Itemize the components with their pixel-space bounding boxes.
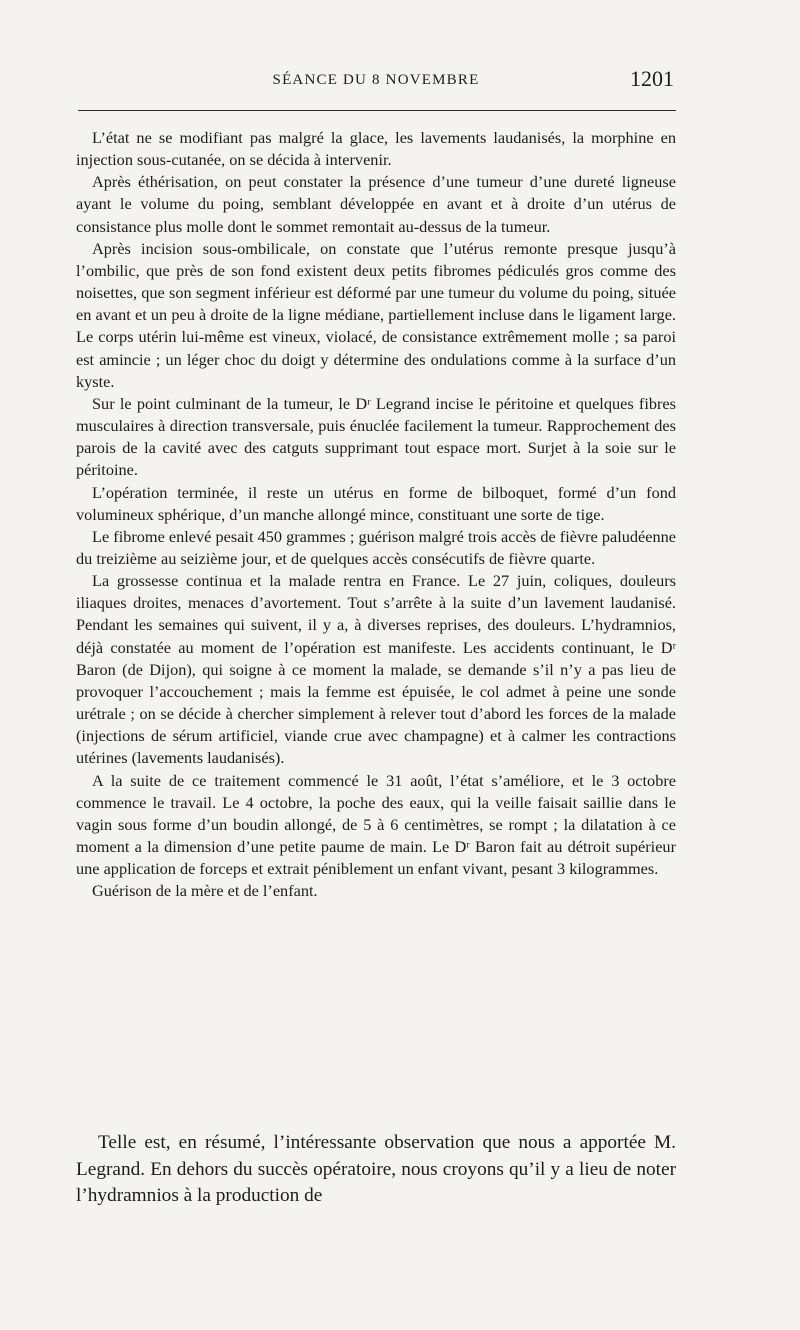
paragraph-2: Après éthérisation, on peut constater la présence d’une tumeur d’une dureté ligneuse ayant le volume du poing, semblant développée en avant et à droite d’un utérus de consistance plus molle dont le sommet remontait au-dessus de la tumeur. bbox=[76, 172, 676, 236]
paragraph-6: Le fibrome enlevé pesait 450 grammes ; guérison malgré trois accès de fièvre paludéenne du treizième au seizième jour, et de quelques accès consécutifs de fièvre quarte. bbox=[76, 526, 676, 568]
running-title: SÉANCE DU 8 NOVEMBRE bbox=[272, 72, 480, 88]
paragraph-3: Après incision sous-ombilicale, on constate que l’utérus remonte presque jusqu’à l’ombilic, que près de son fond existent deux petits fibromes pédiculés gros comme des noisettes, que son segment inférieur est déformé par une tumeur du volume du poing, située en avant et un peu à droite de la ligne médiane, partiellement incluse dans le ligament large. Le corps utérin lui-même est vineux, violacé, de consistance extrêmement molle ; sa paroi est amincie ; un léger choc du doigt y détermine des ondulations comme à la surface d’un kyste. bbox=[76, 238, 676, 391]
closing-paragraph: Telle est, en résumé, l’intéressante observation que nous a apportée M. Legrand. En dehors du succès opératoire, nous croyons qu’il y a lieu de noter l’hydramnios à la production de bbox=[76, 1132, 676, 1206]
paragraph-5: L’opération terminée, il reste un utérus en forme de bilboquet, formé d’un fond volumineux sphérique, d’un manche allongé mince, constituant une sorte de tige. bbox=[76, 482, 676, 524]
header-rule bbox=[78, 110, 676, 111]
paragraph-4: Sur le point culminant de la tumeur, le Dʳ Legrand incise le péritoine et quelques fibres musculaires à direction transversale, puis énuclée facilement la tumeur. Rapprochement des parois de la cavité avec des catguts supprimant tout espace mort. Surjet à la soie sur le péritoine. bbox=[76, 393, 676, 480]
paragraph-8: A la suite de ce traitement commencé le 31 août, l’état s’améliore, et le 3 octobre commence le travail. Le 4 octobre, la poche des eaux, qui la veille faisait saillie dans le vagin sous forme d’un boudin allongé, de 5 à 6 centimètres, se rompt ; la dilatation à ce moment a la dimension d’une petite paume de main. Le Dʳ Baron fait au détroit supérieur une application de forceps et extrait péniblement un enfant vivant, pesant 3 kilogrammes. bbox=[76, 770, 676, 879]
paragraph-1: L’état ne se modifiant pas malgré la glace, les lavements laudanisés, la morphine en injection sous-cutanée, on se décida à intervenir. bbox=[76, 128, 676, 170]
running-head bbox=[78, 66, 674, 96]
paragraph-7: La grossesse continua et la malade rentra en France. Le 27 juin, coliques, douleurs iliaques droites, menaces d’avortement. Tout s’arrête à la suite d’un lavement laudanisé. Pendant les semaines qui suivent, il y a, à diverses reprises, des douleurs. L’hydramnios, déjà constatée au moment de l’opération est manifeste. Les accidents continuant, le Dʳ Baron (de Dijon), qui soigne à ce moment la malade, se demande s’il n’y a pas lieu de provoquer l’accouchement ; mais la femme est épuisée, le col admet à peine une sonde urétrale ; on se décide à chercher simplement à relever tout d’abord les forces de la malade (injections de sérum artificiel, viande crue avec champagne) et à calmer les contractions utérines (lavements laudanisés). bbox=[76, 571, 676, 768]
page-number: 1201 bbox=[630, 66, 674, 91]
case-report-text bbox=[76, 127, 676, 902]
closing-commentary bbox=[76, 1130, 676, 1210]
paragraph-9: Guérison de la mère et de l’enfant. bbox=[92, 881, 318, 901]
